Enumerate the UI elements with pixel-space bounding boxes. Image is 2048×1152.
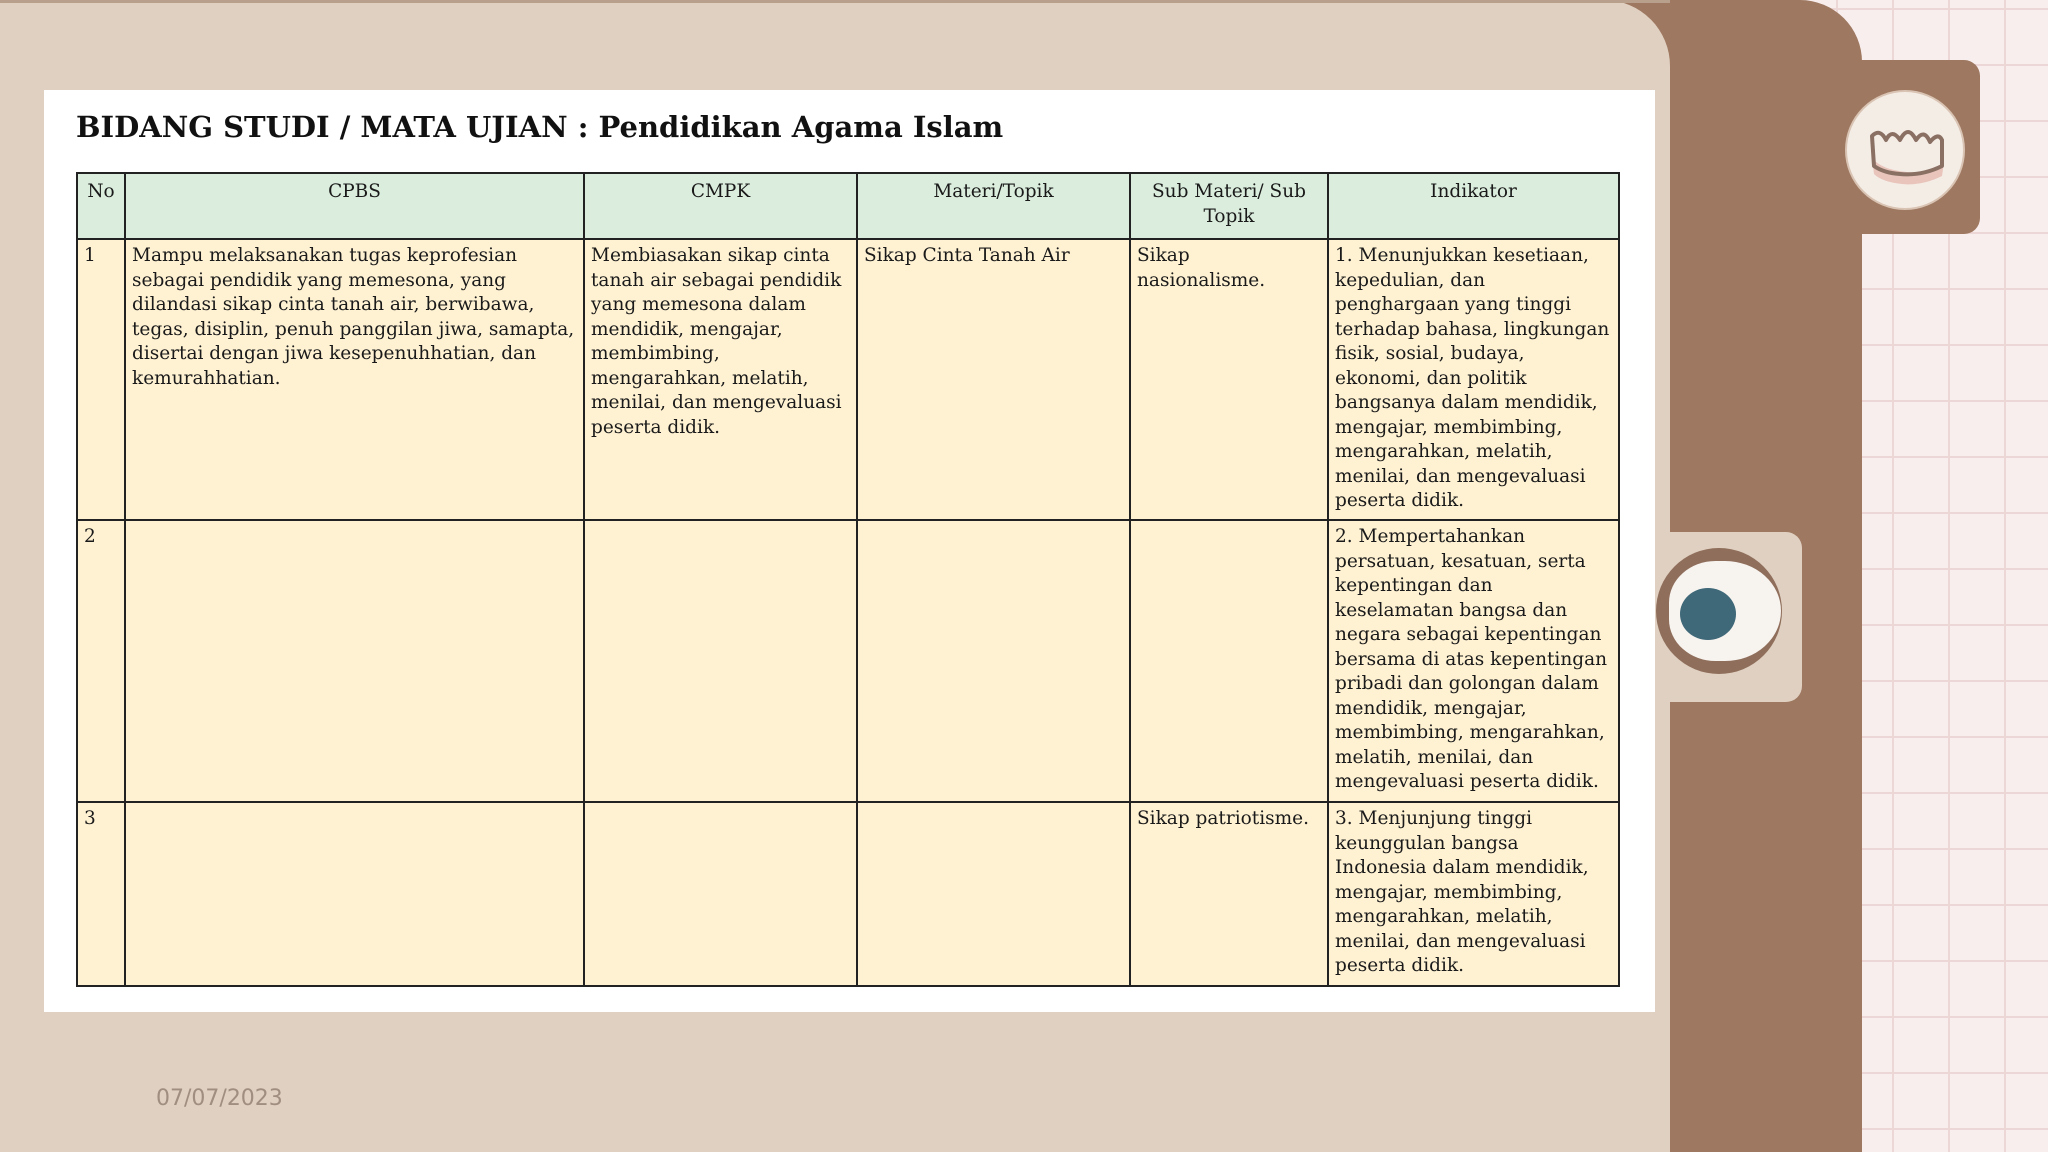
cell-cmpk (584, 520, 857, 802)
cell-materi (857, 520, 1130, 802)
cell-cpbs (125, 802, 584, 986)
cell-indikator: 1. Menunjukkan kesetiaan, kepedulian, dan penghargaan yang tinggi terhadap bahasa, lingkungan fisik, sosial, budaya, ekonomi, dan politik bangsanya dalam mendidik, mengajar, membimbing, mengarahkan, melatih, menilai, dan mengevaluasi peserta didik. (1328, 239, 1619, 520)
cell-sub-materi (1130, 520, 1328, 802)
cell-indikator: 3. Menjunjung tinggi keunggulan bangsa Indonesia dalam mendidik, mengajar, membimbing, mengarahkan, melatih, menilai, dan mengevaluasi peserta didik. (1328, 802, 1619, 986)
header-cpbs: CPBS (125, 173, 584, 239)
table-row (77, 802, 1619, 986)
header-indikator: Indikator (1328, 173, 1619, 239)
eye-pupil (1680, 588, 1736, 640)
cell-indikator: 2. Mempertahankan persatuan, kesatuan, serta kepentingan dan keselamatan bangsa dan negara sebagai kepentingan bersama di atas kepentingan pribadi dan golongan dalam mendidik, mengajar, membimbing, mengarahkan, melatih, menilai, dan mengevaluasi peserta didik. (1328, 520, 1619, 802)
cell-sub-materi: Sikap patriotisme. (1130, 802, 1328, 986)
document-image (44, 90, 1655, 1012)
table-header-row (77, 173, 1619, 239)
table-row (77, 520, 1619, 802)
cell-no: 3 (77, 802, 125, 986)
cell-no: 1 (77, 239, 125, 520)
cell-materi: Sikap Cinta Tanah Air (857, 239, 1130, 520)
header-materi: Materi/Topik (857, 173, 1130, 239)
slide-date: 07/07/2023 (156, 1086, 283, 1111)
document-title: BIDANG STUDI / MATA UJIAN : Pendidikan Agama Islam (76, 110, 1004, 144)
header-no: No (77, 173, 125, 239)
cell-cmpk: Membiasakan sikap cinta tanah air sebagai pendidik yang memesona dalam mendidik, mengajar, membimbing, mengarahkan, melatih, menilai, dan mengevaluasi peserta didik. (584, 239, 857, 520)
cell-sub-materi: Sikap nasionalisme. (1130, 239, 1328, 520)
header-sub-materi: Sub Materi/ Sub Topik (1130, 173, 1328, 239)
top-strip (0, 0, 1670, 3)
table-row (77, 239, 1619, 520)
cell-cmpk (584, 802, 857, 986)
cell-cpbs (125, 520, 584, 802)
cell-materi (857, 802, 1130, 986)
crown-icon (1862, 118, 1952, 188)
cell-cpbs: Mampu melaksanakan tugas keprofesian sebagai pendidik yang memesona, yang dilandasi sikap cinta tanah air, berwibawa, tegas, disiplin, penuh panggilan jiwa, samapta, disertai dengan jiwa kesepenuhhatian, dan kemurahhatian. (125, 239, 584, 520)
curriculum-table (76, 172, 1620, 987)
header-cmpk: CMPK (584, 173, 857, 239)
cell-no: 2 (77, 520, 125, 802)
